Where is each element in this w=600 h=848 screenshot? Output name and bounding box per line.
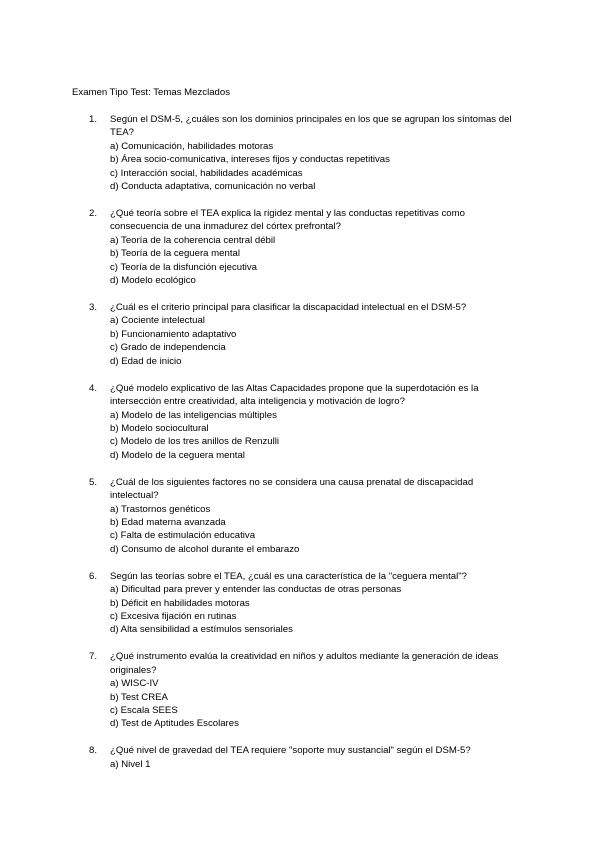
option-list [110, 314, 522, 368]
option-c: c) Excesiva fijación en rutinas [110, 610, 237, 622]
question-number: 2. [89, 208, 98, 220]
option-d: d) Modelo ecológico [110, 275, 196, 287]
option-a: a) WISC-IV [110, 678, 159, 690]
question-text: ¿Qué nivel de gravedad del TEA requiere "soporte muy sustancial" según el DSM-5? [110, 745, 471, 757]
question-text: ¿Qué teoría sobre el TEA explica la rigidez mental y las conductas repetitivas como consecuencia de una inmadurez del córtex prefrontal? [110, 208, 465, 233]
option-c: c) Modelo de los tres anillos de Renzulli [110, 436, 280, 448]
question-list [72, 113, 522, 785]
option-list [110, 140, 522, 194]
option-a: a) Nivel 1 [110, 758, 151, 770]
option-c: c) Teoría de la disfunción ejecutiva [110, 261, 258, 273]
option-list [110, 503, 522, 557]
option-a: a) Comunicación, habilidades motoras [110, 140, 274, 152]
question-text: ¿Cuál de los siguientes factores no se considera una causa prenatal de discapacidad intelectual? [110, 476, 474, 502]
option-b: b) Edad materna avanzada [110, 516, 226, 528]
question-text: Según el DSM-5, ¿cuáles son los dominios principales en los que se agrupan los síntomas del TEA? [110, 114, 512, 139]
option-d: d) Test de Aptitudes Escolares [110, 718, 239, 730]
option-d: d) Edad de inicio [110, 355, 182, 367]
question-4 [72, 382, 522, 462]
option-a: a) Cociente intelectual [110, 315, 205, 327]
option-a: a) Teoría de la coherencia central débil [110, 234, 276, 246]
option-list [110, 234, 522, 288]
option-a: a) Modelo de las inteligencias múltiples [110, 409, 277, 421]
question-text: Según las teorías sobre el TEA, ¿cuál es una característica de la "ceguera mental"? [110, 570, 467, 582]
option-b: b) Área socio-comunicativa, intereses fijos y conductas repetitivas [110, 154, 390, 166]
question-7 [72, 650, 522, 730]
option-b: b) Déficit en habilidades motoras [110, 597, 250, 609]
option-list [110, 677, 522, 731]
question-number: 5. [89, 476, 98, 488]
page-title: Examen Tipo Test: Temas Mezclados [72, 87, 231, 98]
option-d: d) Consumo de alcohol durante el embarazo [110, 543, 300, 555]
option-list [110, 409, 522, 463]
question-1 [72, 113, 522, 193]
option-c: c) Grado de independencia [110, 342, 226, 354]
option-b: b) Test CREA [110, 691, 168, 703]
option-list [110, 758, 522, 771]
option-a: a) Dificultad para prever y entender las conductas de otras personas [110, 584, 402, 596]
option-d: d) Alta sensibilidad a estímulos sensoriales [110, 624, 293, 636]
question-8 [72, 744, 522, 771]
option-c: c) Escala SEES [110, 705, 178, 716]
question-text: ¿Qué instrumento evalúa la creatividad en niños y adultos mediante la generación de ideas originales? [110, 651, 499, 676]
question-3 [72, 301, 522, 368]
question-number: 8. [89, 745, 98, 757]
question-text: ¿Qué modelo explicativo de las Altas Capacidades propone que la superdotación es la intersección entre creatividad, alta inteligencia y motivación de logro? [110, 382, 479, 408]
question-number: 4. [89, 382, 98, 394]
question-2 [72, 207, 522, 287]
question-5 [72, 476, 522, 556]
option-d: d) Conducta adaptativa, comunicación no verbal [110, 181, 316, 193]
option-d: d) Modelo de la ceguera mental [110, 449, 245, 461]
question-6 [72, 570, 522, 637]
question-number: 7. [89, 651, 98, 663]
option-a: a) Trastornos genéticos [110, 503, 211, 515]
option-b: b) Teoría de la ceguera mental [110, 248, 240, 260]
option-b: b) Funcionamiento adaptativo [110, 328, 237, 340]
question-text: ¿Cuál es el criterio principal para clasificar la discapacidad intelectual en el DSM-5? [110, 302, 467, 314]
question-number: 3. [89, 302, 98, 314]
option-b: b) Modelo sociocultural [110, 422, 209, 434]
option-c: c) Falta de estimulación educativa [110, 530, 256, 542]
question-number: 6. [89, 570, 98, 582]
question-number: 1. [89, 114, 98, 125]
option-list [110, 583, 522, 637]
option-c: c) Interacción social, habilidades académicas [110, 167, 303, 179]
